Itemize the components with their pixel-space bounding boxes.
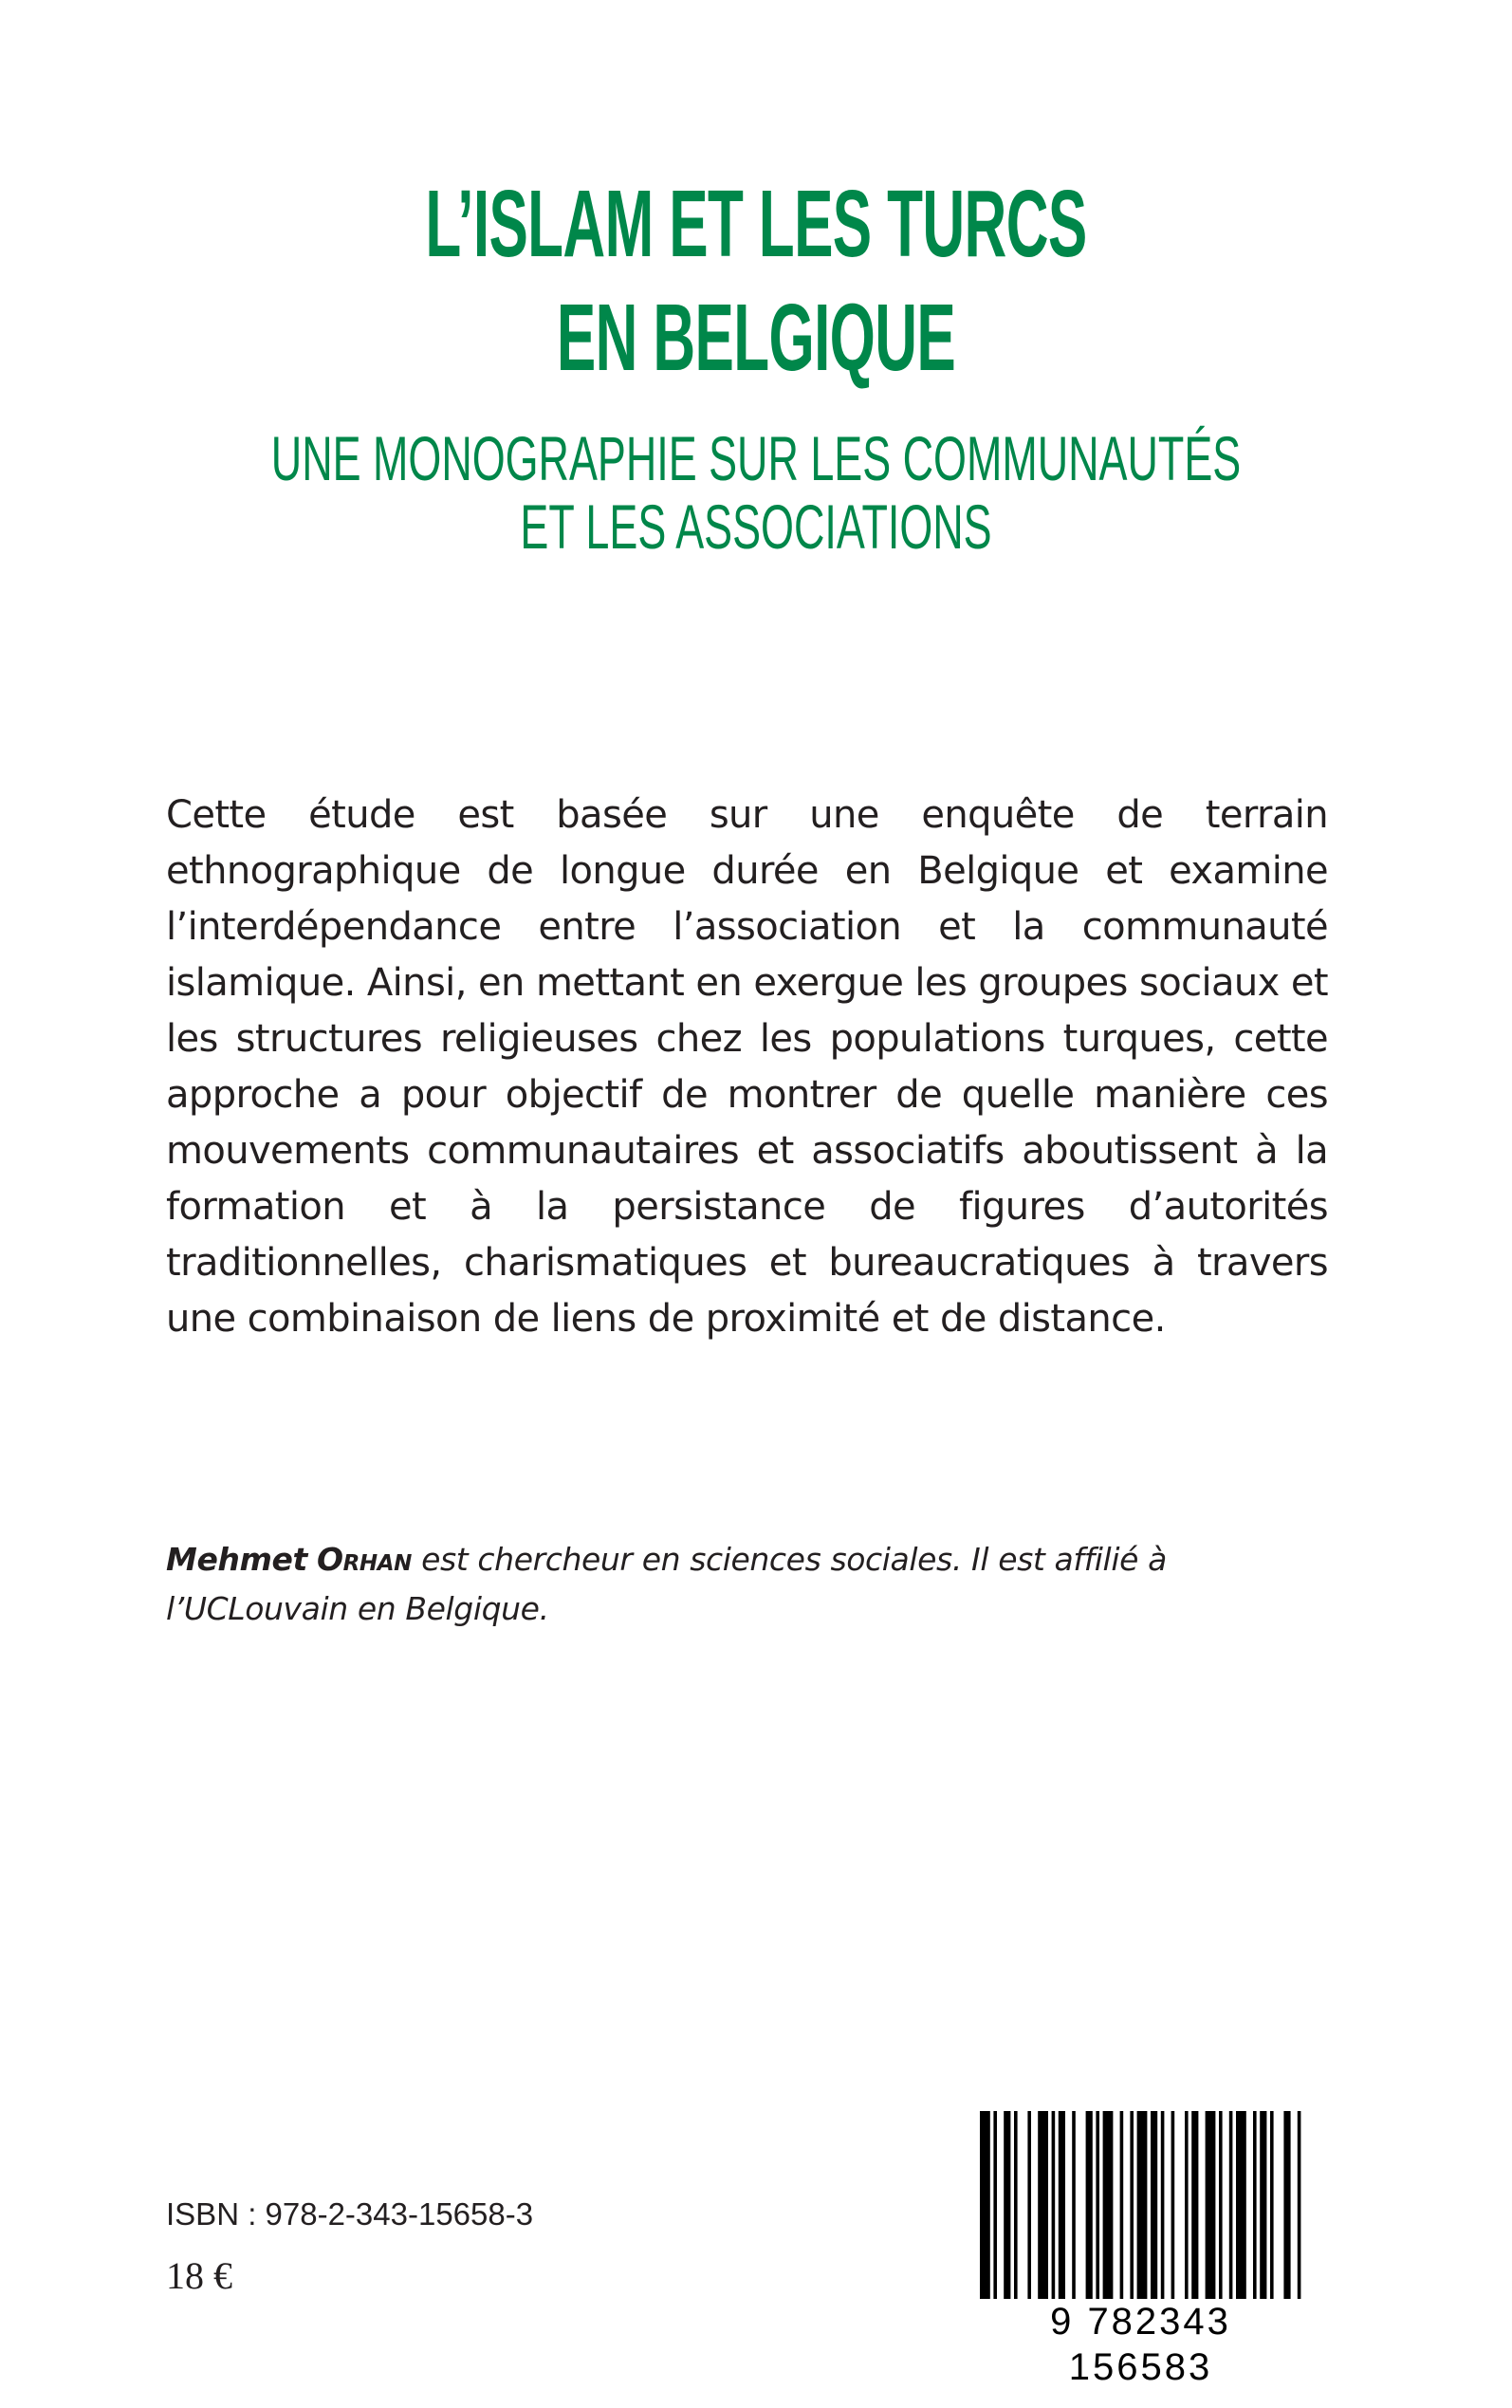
barcode-bar	[1052, 2111, 1056, 2301]
barcode-bar	[1151, 2111, 1157, 2301]
book-subtitle-line-2: ET LES ASSOCIATIONS	[520, 491, 992, 562]
author-first-name: Mehmet	[166, 1541, 307, 1578]
barcode-bar	[1086, 2111, 1093, 2301]
barcode-bar	[1283, 2111, 1290, 2301]
barcode-bar	[1270, 2111, 1274, 2301]
barcode-bar	[1130, 2111, 1134, 2301]
book-blurb: Cette étude est basée sur une enquête de terrain ethnographique de longue durée en Belgique et examine l’interdépendance entre l’association et la communauté islamique. Ainsi, en mettant en exergue les groupes sociaux et les structures religieuses chez les populations turques, cette approche a pour objectif de montrer de quelle manière ces mouvements communautaires et associatifs aboutissent à la formation et à la persistance de figures d’autorités traditionnelles, charismatiques et bureaucratiques à travers une combinaison de liens de proximité et de distance.	[166, 793, 1328, 1341]
barcode-bar	[1229, 2111, 1233, 2301]
barcode-bar	[1038, 2111, 1048, 2301]
barcode-bar	[1206, 2111, 1216, 2301]
barcode-bar	[1191, 2111, 1198, 2301]
barcode	[972, 2111, 1309, 2388]
barcode-bar	[1219, 2111, 1223, 2301]
barcode-bar	[1185, 2111, 1189, 2301]
author-bio-text: est chercheur en sciences sociales. Il est affilié à l’UCLouvain en Belgique.	[166, 1541, 1167, 1627]
barcode-bar	[1004, 2111, 1010, 2301]
barcode-bar	[1298, 2111, 1301, 2301]
barcode-bar	[993, 2111, 997, 2301]
price: 18 €	[166, 2254, 232, 2297]
barcode-bar	[1171, 2111, 1175, 2301]
barcode-bar	[1236, 2111, 1246, 2301]
barcode-bar	[1137, 2111, 1148, 2301]
barcode-bar	[1059, 2111, 1065, 2301]
author-bio	[166, 1535, 1342, 1634]
barcode-bars	[972, 2111, 1309, 2301]
barcode-bar	[1260, 2111, 1266, 2301]
barcode-bar	[1027, 2111, 1031, 2301]
barcode-bar	[1161, 2111, 1165, 2301]
barcode-bar	[980, 2111, 990, 2301]
barcode-bar	[1253, 2111, 1257, 2301]
barcode-number: 9 782343 156583	[972, 2299, 1309, 2390]
barcode-bar	[1120, 2111, 1124, 2301]
book-subtitle-line-1: UNE MONOGRAPHIE SUR LES COMMUNAUTÉS	[270, 423, 1242, 493]
barcode-bar	[1072, 2111, 1076, 2301]
author-last-name: Orhan	[316, 1541, 413, 1578]
book-title-line-1: L’ISLAM ET LES TURCS	[425, 171, 1087, 277]
barcode-bar	[1103, 2111, 1114, 2301]
isbn: ISBN : 978-2-343-15658-3	[166, 2196, 534, 2232]
barcode-bar	[1096, 2111, 1099, 2301]
book-title-line-2: EN BELGIQUE	[556, 285, 956, 391]
barcode-bar	[1014, 2111, 1018, 2301]
